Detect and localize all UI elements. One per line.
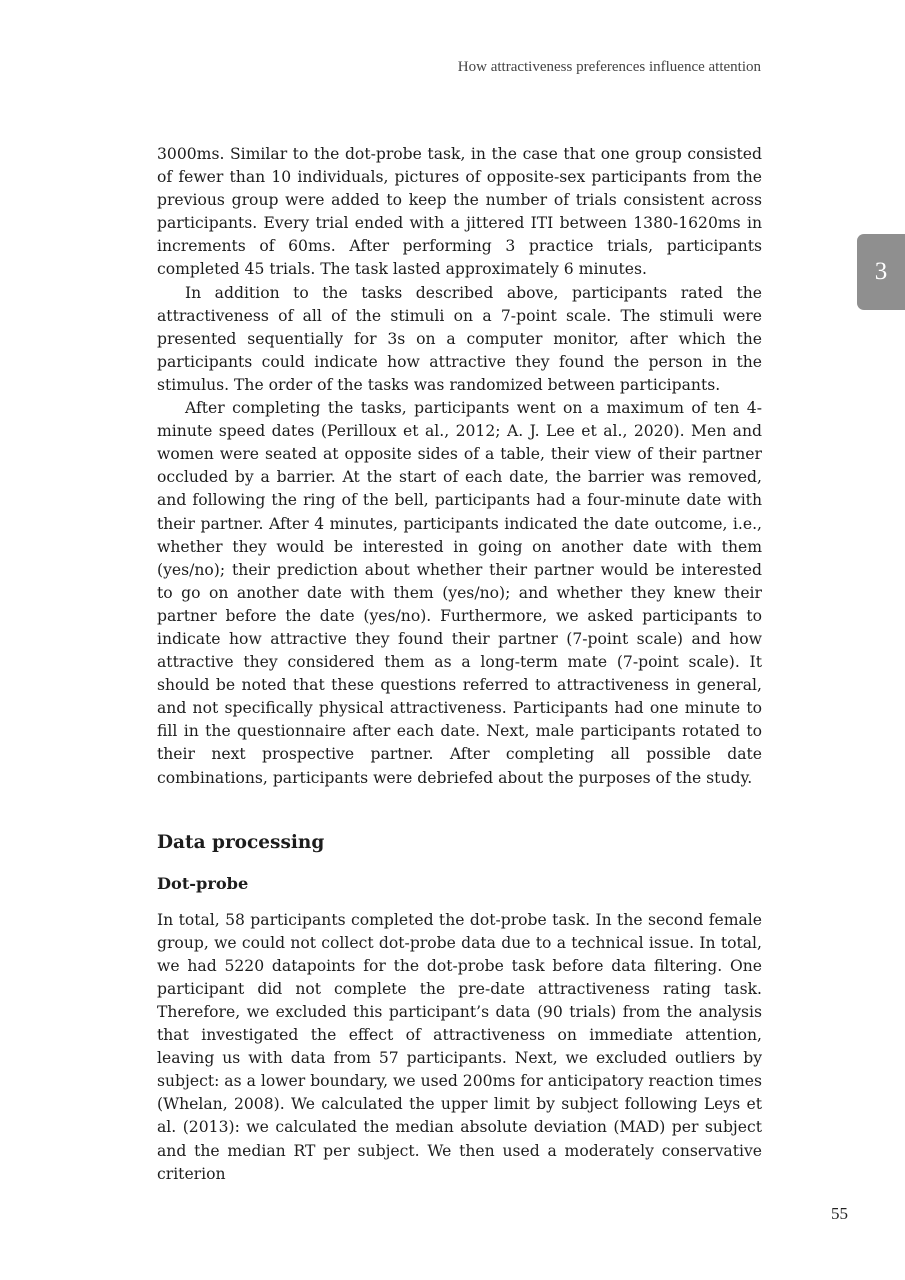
section-heading: Data processing [157,831,325,853]
subsection-heading: Dot-probe [157,873,249,893]
paragraph-2: In addition to the tasks described above, participants rated the attractiveness of all of the stimuli on a 7-point scale. The stimuli were presented sequentially for 3s on a computer monitor, after which the participants could indicate how attractive they found the person in the stimulus. The order of the tasks was randomized between participants. [157,283,762,394]
paragraph-4: In total, 58 participants completed the dot-probe task. In the second female group, we could not collect dot-probe data due to a technical issue. In total, we had 5220 datapoints for the dot-probe task before data filtering. One participant did not complete the pre-date attractiveness rating task. Therefore, we excluded this participant’s data (90 trials) from the analysis that investigated the effect of attractiveness on immediate attention, leaving us with data from 57 participants. Next, we excluded outliers by subject: as a lower boundary, we used 200ms for anticipatory reaction times (Whelan, 2008). We calculated the upper limit by subject following Leys et al. (2013): we calculated the median absolute deviation (MAD) per subject and the median RT per subject. We then used a moderately conservative criterion [157,910,762,1183]
paragraph-1: 3000ms. Similar to the dot-probe task, in the case that one group consisted of fewer than 10 individuals, pictures of opposite-sex participants from the previous group were added to keep the number of trials consistent across participants. Every trial ended with a jittered ITI between 1380-1620ms in increments of 60ms. After performing 3 practice trials, participants completed 45 trials. The task lasted approximately 6 minutes. [157,145,762,279]
body-text [157,143,762,1186]
paragraph-3: After completing the tasks, participants went on a maximum of ten 4-minute speed dates (Perilloux et al., 2012; A. J. Lee et al., 2020). Men and women were seated at opposite sides of a table, their view of their partner occluded by a barrier. At the start of each date, the barrier was removed, and following the ring of the bell, participants had a four-minute date with their partner. After 4 minutes, participants indicated the date outcome, i.e., whether they would be interested in going on another date with them (yes/no); their prediction about whether their partner would be interested to go on another date with them (yes/no); and whether they knew their partner before the date (yes/no). Furthermore, we asked participants to indicate how attractive they found their partner (7-point scale) and how attractive they considered them as a long-term mate (7-point scale). It should be noted that these questions referred to attractiveness in general, and not specifically physical attractiveness. Participants had one minute to fill in the questionnaire after each date. Next, male participants rotated to their next prospective partner. After completing all possible date combinations, participants were debriefed about the purposes of the study. [157,399,762,787]
chapter-number: 3 [874,258,888,285]
page-number: 55 [831,1204,848,1223]
running-head: How attractiveness preferences influence attention [457,59,761,75]
chapter-tab [857,234,905,310]
